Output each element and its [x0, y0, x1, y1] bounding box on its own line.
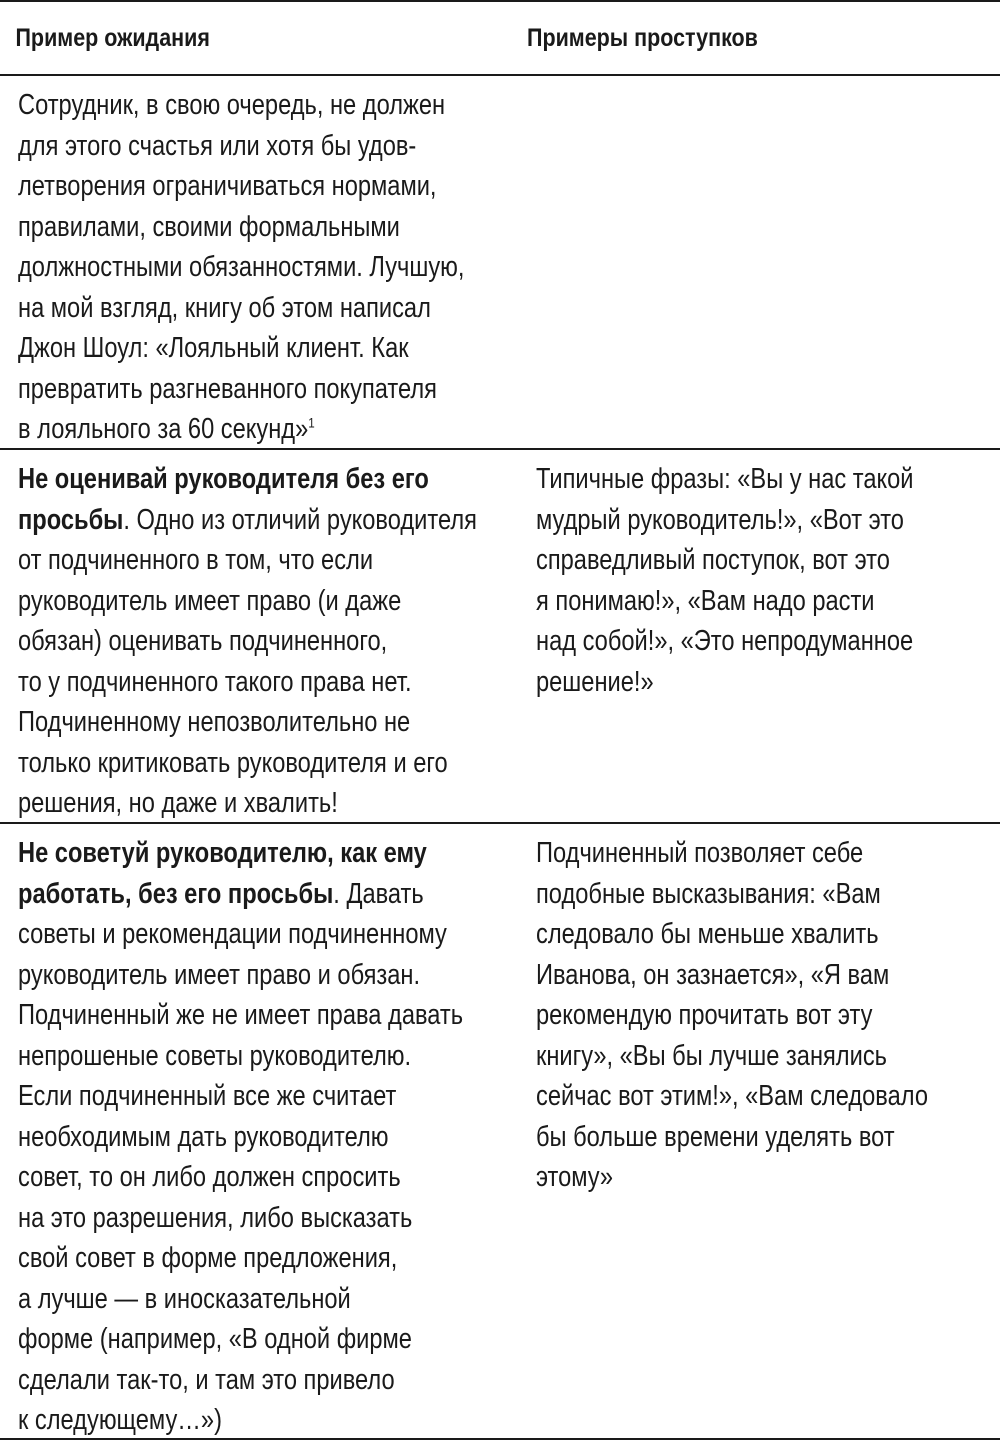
violations-cell [518, 450, 1000, 822]
text-line: решения, но даже и хвалить! [18, 787, 338, 819]
text-line: Сотрудник, в свою очередь, не должен [18, 89, 446, 121]
text-line-with-footnote [18, 409, 430, 450]
text-fragment: . Давать [333, 877, 424, 910]
text-line: руководитель имеет право (и даже [18, 584, 402, 617]
text-line: я понимаю!», «Вам надо расти [536, 584, 875, 617]
expectation-cell [0, 76, 518, 448]
text-line: справедливый поступок, вот это [536, 544, 890, 576]
rule-heading-end: работать, без его просьбы [18, 877, 334, 910]
text-line: превратить разгневанного покупателя [18, 372, 437, 405]
violations-cell-empty [518, 76, 1000, 448]
text-line: только критиковать руководителя и его [18, 746, 448, 779]
text-line: свой совет в форме предложения, [18, 1242, 398, 1274]
expectation-cell [0, 824, 518, 1438]
text-line: решение!» [536, 665, 654, 698]
text-fragment: . Одно из отличий руководителя [123, 503, 477, 536]
rule-heading-line: Не советуй руководителю, как ему [18, 837, 427, 869]
text-line: необходимым дать руководителю [18, 1120, 389, 1153]
text-line: советы и рекомендации подчиненному [18, 918, 447, 950]
text-line: Если подчиненный все же считает [18, 1080, 397, 1112]
text-line: Подчиненный же не имеет права давать [18, 999, 464, 1031]
text-line: должностными обязанностями. Лучшую, [18, 251, 465, 283]
expectation-cell [0, 450, 518, 822]
text-line: обязан) оценивать подчиненного, [18, 625, 388, 657]
text-line: Подчиненному непозволительно не [18, 706, 411, 738]
table-row [0, 448, 1000, 822]
text-line [18, 500, 477, 541]
rule-heading-line: Не оценивай руководителя без его [18, 463, 429, 495]
header-col-violations: Примеры проступков [526, 24, 758, 52]
text-line: форме (например, «В одной фирме [18, 1323, 412, 1355]
text-line: на это разрешения, либо высказать [18, 1201, 413, 1234]
text-line: непрошеные советы руководителю. [18, 1039, 412, 1072]
text-line: сейчас вот этим!», «Вам следовало [536, 1080, 928, 1112]
text-line: для этого счастья или хотя бы удов- [18, 129, 417, 162]
text-line: летворения ограничиваться нормами, [18, 170, 437, 202]
violations-cell [518, 824, 1000, 1438]
text-line: правилами, своими формальными [18, 210, 400, 243]
text-line: то у подчиненного такого права нет. [18, 665, 412, 698]
text-line: рекомендую прочитать вот эту [536, 999, 873, 1031]
text-fragment: в лояльного за 60 секунд» [18, 413, 309, 445]
text-line: над собой!», «Это непродуманное [536, 625, 914, 657]
rule-heading-end: просьбы [18, 503, 124, 536]
text-line: на мой взгляд, книгу об этом написал [18, 291, 431, 324]
text-line: совет, то он либо должен спросить [18, 1161, 401, 1193]
text-line: бы больше времени уделять вот [536, 1120, 895, 1153]
table-row [0, 74, 1000, 448]
text-line: руководитель имеет право и обязан. [18, 958, 421, 991]
text-line [18, 874, 430, 915]
table-row [0, 822, 1000, 1440]
table-header [0, 0, 1000, 74]
text-line: Иванова, он зазнается», «Я вам [536, 958, 890, 991]
text-line: мудрый руководитель!», «Вот это [536, 503, 904, 536]
text-line: следовало бы меньше хвалить [536, 918, 879, 950]
text-line: этому» [536, 1161, 614, 1193]
text-line: от подчиненного в том, что если [18, 544, 374, 576]
text-line: а лучше — в иносказательной [18, 1282, 351, 1315]
text-line: подобные высказывания: «Вам [536, 877, 881, 910]
footnote-marker: 1 [308, 414, 315, 431]
text-line: Подчиненный позволяет себе [536, 837, 864, 869]
text-line: Джон Шоул: «Лояльный клиент. Как [18, 332, 409, 364]
text-line: книгу», «Вы бы лучше занялись [536, 1039, 887, 1072]
text-line: к следующему…») [18, 1404, 222, 1436]
text-line: сделали так-то, и там это привело [18, 1363, 395, 1396]
text-line: Типичные фразы: «Вы у нас такой [536, 463, 914, 495]
header-col-expectation: Пример ожидания [15, 24, 210, 52]
